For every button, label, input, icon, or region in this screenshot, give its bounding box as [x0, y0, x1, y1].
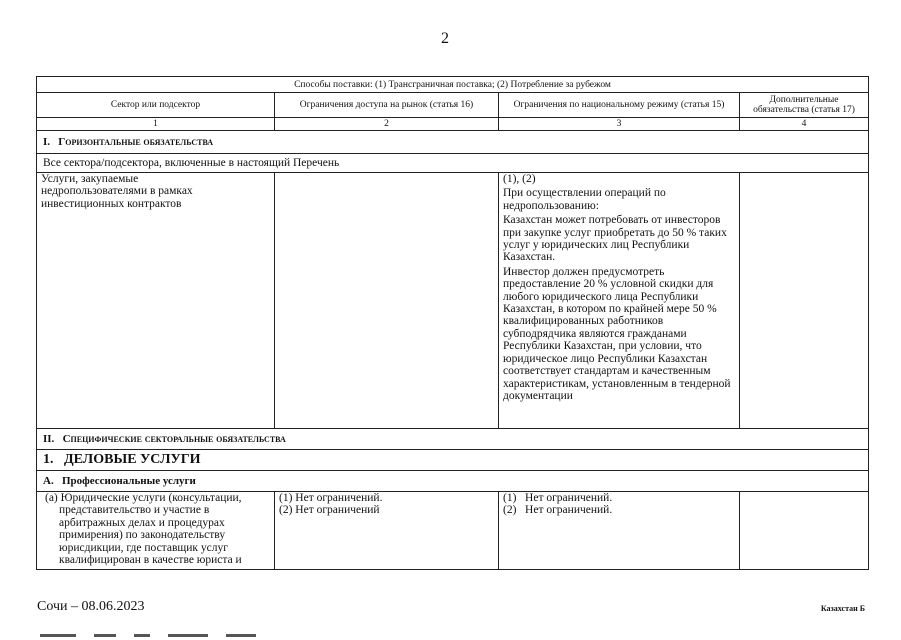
section-numeral: I.: [43, 136, 51, 148]
table-row: [37, 173, 869, 429]
column-numbers-row: [37, 118, 869, 131]
professional-services-row: [37, 471, 869, 492]
supply-modes-cell: Способы поставки: (1) Трансграничная поставка; (2) Потребление за рубежом: [37, 77, 869, 93]
page-number: 2: [441, 30, 449, 47]
professional-services-heading: [37, 471, 869, 492]
national-treatment-mode-1: (1) Нет ограничений.: [503, 492, 613, 504]
column-headers-row: [37, 93, 869, 118]
column-number-3: 3: [499, 118, 740, 131]
legal-services-text: (a) Юридические услуги (консультации, представительство и участие в арбитражных делах и процедурах примирения) по законодательству юрисдикции, где поставщик услуг квалифицирован в качестве юриста и: [45, 492, 242, 566]
commitments-table: [36, 76, 869, 570]
column-header-additional: Дополнительные обязательства (статья 17): [740, 93, 869, 118]
section-specific-heading: [37, 429, 869, 450]
column-number-4: 4: [740, 118, 869, 131]
column-header-national-treatment: Ограничения по национальному режиму (статья 15): [499, 93, 740, 118]
section-title: Специфические секторальные обязательства: [62, 433, 286, 445]
heading-letter: A.: [43, 475, 54, 487]
sector-cell: [37, 173, 275, 429]
all-sectors-row: [37, 154, 869, 173]
market-access-mode-1: (1) Нет ограничений.: [279, 492, 383, 504]
all-sectors-cell: Все сектора/подсектора, включенные в настоящий Перечень: [37, 154, 869, 173]
business-services-heading: [37, 450, 869, 471]
next-page-fragment: [40, 634, 300, 640]
section-horizontal-row: [37, 131, 869, 154]
national-treatment-mode-2: (2) Нет ограничений.: [503, 504, 613, 517]
supply-modes-row: [37, 77, 869, 93]
business-services-row: [37, 450, 869, 471]
column-header-market-access: Ограничения доступа на рынок (статья 16): [275, 93, 499, 118]
national-treatment-cell: [499, 492, 740, 570]
discount-clause: Инвестор должен предусмотреть предоставление 20 % условной скидки для любого юридического лица Республики Казахстан, в котором по крайней мере 50 % квалифицированных работников субподрядчика являются гражданами Республики Казахстан, при условии, что юридическое лицо Республики Казахстан соответствует стандартам и качественным характеристикам, установленным в тендерной документации: [503, 265, 731, 402]
column-number-1: 1: [37, 118, 275, 131]
column-number-2: 2: [275, 118, 499, 131]
market-access-mode-2: (2) Нет ограничений: [279, 504, 380, 517]
modes-label: (1), (2): [503, 173, 536, 185]
footer-place-date: Сочи – 08.06.2023: [37, 599, 145, 614]
sector-cell: [37, 492, 275, 570]
additional-commitments-cell: [740, 173, 869, 429]
subsoil-intro: При осуществлении операций по недропользованию:: [503, 187, 666, 212]
footer-document-code: Казахстан Б: [820, 604, 865, 613]
market-access-cell: [275, 173, 499, 429]
column-header-sector: Сектор или подсектор: [37, 93, 275, 118]
national-treatment-cell: [499, 173, 740, 429]
additional-commitments-cell: [740, 492, 869, 570]
section-horizontal-heading: [37, 131, 869, 154]
heading-number: 1.: [43, 452, 54, 467]
sector-text: Услуги, закупаемые недропользователями в рамках инвестиционных контрактов: [41, 173, 193, 210]
section-title: Горизонтальные обязательства: [58, 136, 214, 148]
table-row: [37, 492, 869, 570]
heading-title: ДЕЛОВЫЕ УСЛУГИ: [64, 452, 201, 467]
section-specific-row: [37, 429, 869, 450]
local-content-clause: Казахстан может потребовать от инвесторов при закупке услуг приобретать до 50 % таких услуг у юридических лиц Республики Казахстан.: [503, 214, 727, 264]
market-access-cell: [275, 492, 499, 570]
section-numeral: II.: [43, 433, 55, 445]
heading-title: Профессиональные услуги: [61, 475, 196, 487]
